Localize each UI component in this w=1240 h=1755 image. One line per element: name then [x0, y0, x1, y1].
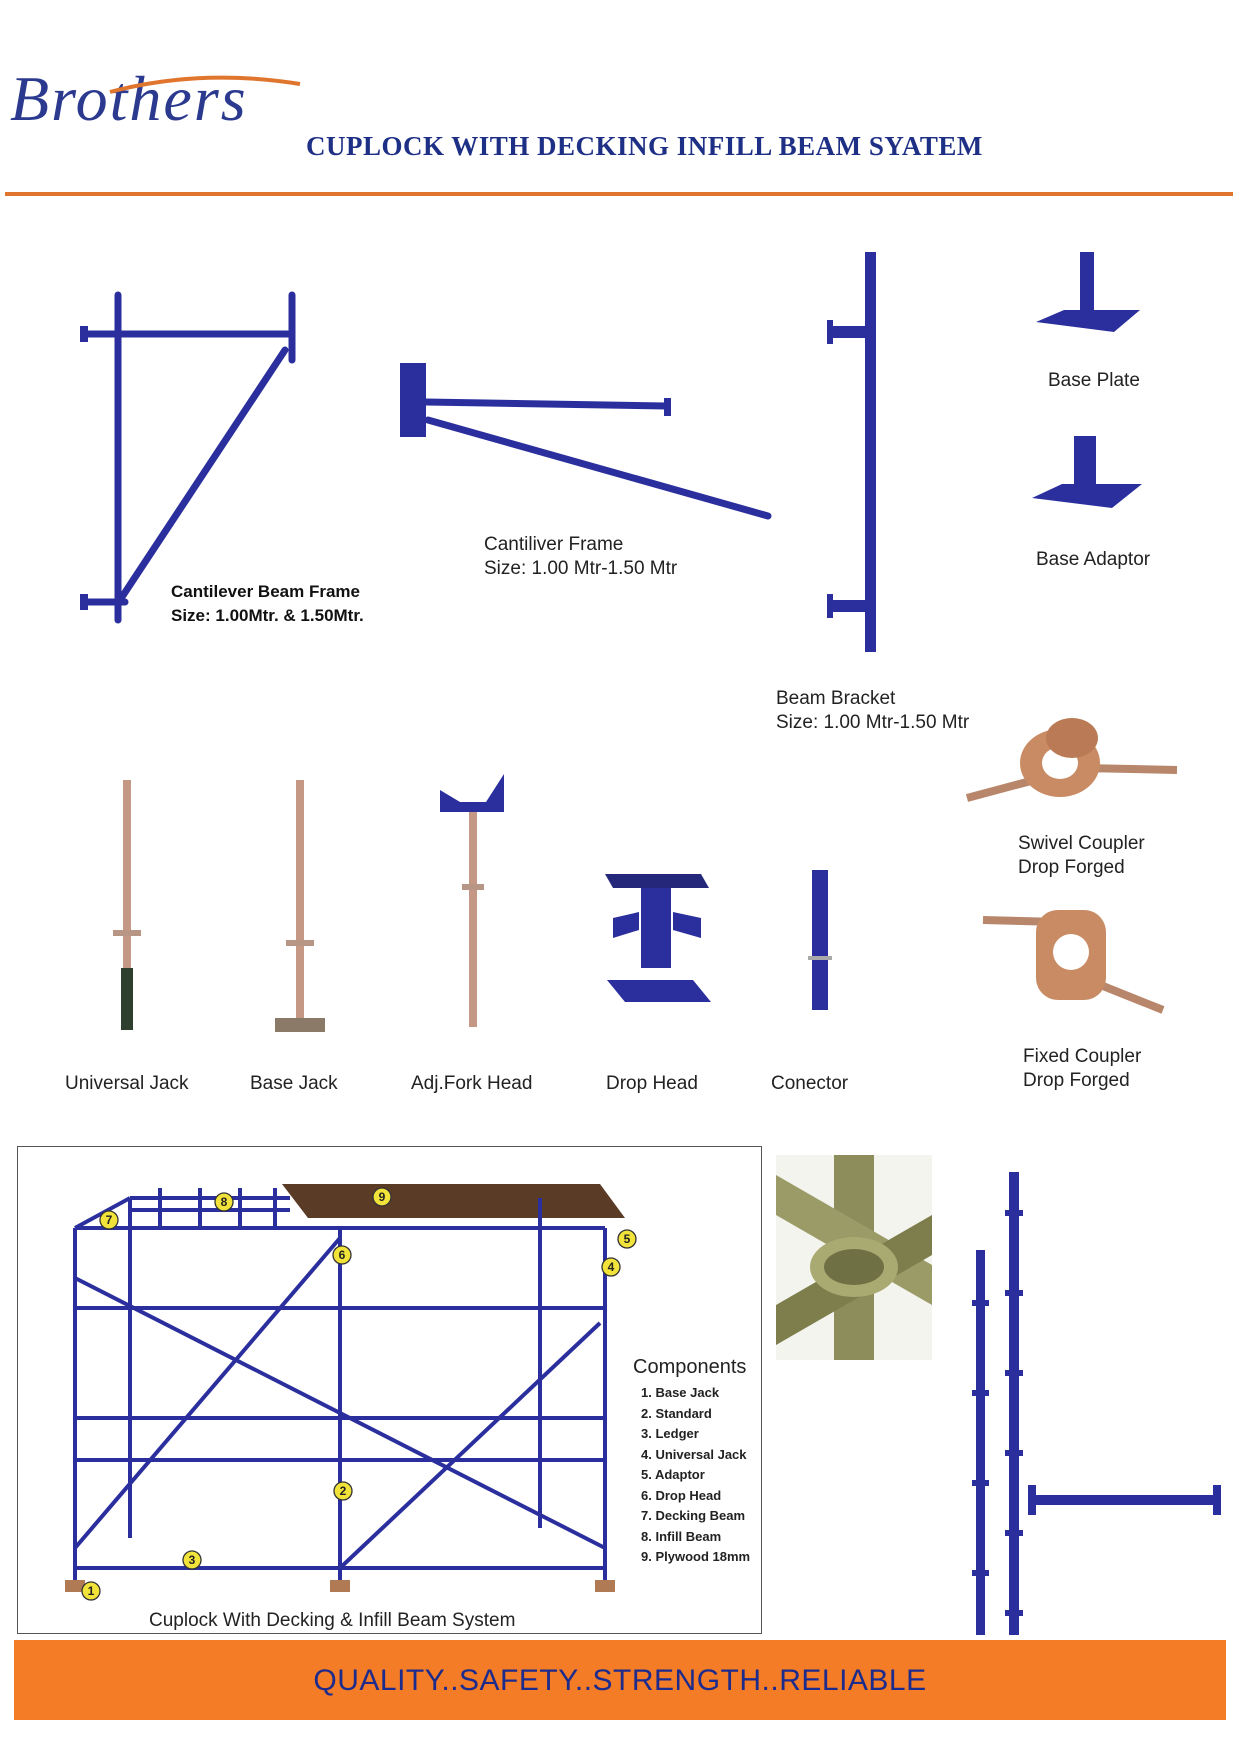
fork-head-image — [438, 772, 508, 1030]
base-jack-image — [272, 780, 328, 1034]
list-item: 7. Decking Beam — [641, 1508, 746, 1523]
universal-jack-label: Universal Jack — [65, 1073, 189, 1094]
fixed-coupler-material: Drop Forged — [1023, 1070, 1130, 1091]
swivel-coupler-label: Swivel Coupler — [1018, 833, 1145, 854]
drop-head-label: Drop Head — [606, 1073, 698, 1094]
svg-text:5: 5 — [623, 1232, 631, 1246]
fork-head-label: Adj.Fork Head — [411, 1073, 533, 1094]
base-plate-image — [1034, 252, 1144, 337]
connector-image — [806, 870, 836, 1012]
list-item: 6. Drop Head — [641, 1487, 722, 1503]
page-title: CUPLOCK WITH DECKING INFILL BEAM SYATEM — [306, 131, 983, 161]
standards-and-ledger-image — [972, 1170, 1222, 1640]
cantiliver-frame-image — [398, 358, 778, 528]
connector-label: Conector — [771, 1073, 849, 1094]
cantilever-beam-frame-image — [80, 290, 300, 630]
universal-jack-image — [107, 780, 147, 1032]
components-title: Components — [633, 1356, 747, 1378]
list-item: 3. Ledger — [641, 1426, 699, 1441]
component-badge — [215, 1193, 233, 1211]
component-badge — [183, 1551, 201, 1569]
brand-logo: Brothers — [10, 63, 248, 134]
svg-text:1: 1 — [87, 1584, 95, 1598]
drop-head-image — [603, 868, 713, 1008]
fixed-coupler-label: Fixed Coupler — [1023, 1046, 1142, 1067]
svg-text:2: 2 — [339, 1484, 347, 1498]
components-list — [641, 1383, 750, 1568]
svg-text:9: 9 — [378, 1190, 386, 1204]
swivel-coupler-image — [962, 708, 1182, 808]
list-item: 9. Plywood 18mm — [641, 1549, 751, 1564]
svg-text:4: 4 — [607, 1260, 615, 1274]
component-badge — [334, 1482, 352, 1500]
base-jack-label: Base Jack — [250, 1073, 338, 1094]
svg-text:7: 7 — [105, 1213, 113, 1227]
base-adaptor-label: Base Adaptor — [1036, 549, 1151, 570]
component-badge — [82, 1582, 100, 1600]
list-item: 5. Adaptor — [641, 1467, 705, 1482]
list-item: 8. Infill Beam — [641, 1528, 722, 1544]
cantiliver-frame-size: Size: 1.00 Mtr-1.50 Mtr — [484, 558, 678, 579]
fixed-coupler-image — [978, 900, 1168, 1018]
beam-bracket-label: Beam Bracket — [776, 688, 896, 709]
svg-text:6: 6 — [338, 1248, 346, 1262]
header-divider — [5, 192, 1233, 196]
system-caption: Cuplock With Decking & Infill Beam System — [149, 1610, 516, 1631]
base-plate-label: Base Plate — [1048, 370, 1140, 391]
svg-text:3: 3 — [188, 1553, 196, 1567]
footer-tagline: QUALITY..SAFETY..STRENGTH..RELIABLE — [313, 1664, 927, 1697]
component-badge — [333, 1246, 351, 1264]
swivel-coupler-material: Drop Forged — [1018, 857, 1125, 878]
cantilever-beam-frame-size: Size: 1.00Mtr. & 1.50Mtr. — [171, 606, 364, 625]
beam-bracket-size: Size: 1.00 Mtr-1.50 Mtr — [776, 712, 970, 733]
base-adaptor-image — [1030, 436, 1145, 521]
list-item: 1. Base Jack — [641, 1385, 720, 1400]
cup-joint-closeup-image — [776, 1155, 932, 1360]
component-badge — [373, 1188, 391, 1206]
list-item: 4. Universal Jack — [641, 1446, 747, 1462]
svg-text:8: 8 — [220, 1195, 228, 1209]
component-badge — [618, 1230, 636, 1248]
cantilever-beam-frame-label: Cantilever Beam Frame — [171, 582, 360, 601]
component-badge — [100, 1211, 118, 1229]
component-badge — [602, 1258, 620, 1276]
beam-bracket-image — [825, 250, 885, 655]
cantiliver-frame-label: Cantiliver Frame — [484, 534, 624, 555]
list-item: 2. Standard — [641, 1405, 712, 1421]
brand-swoosh — [100, 70, 310, 110]
